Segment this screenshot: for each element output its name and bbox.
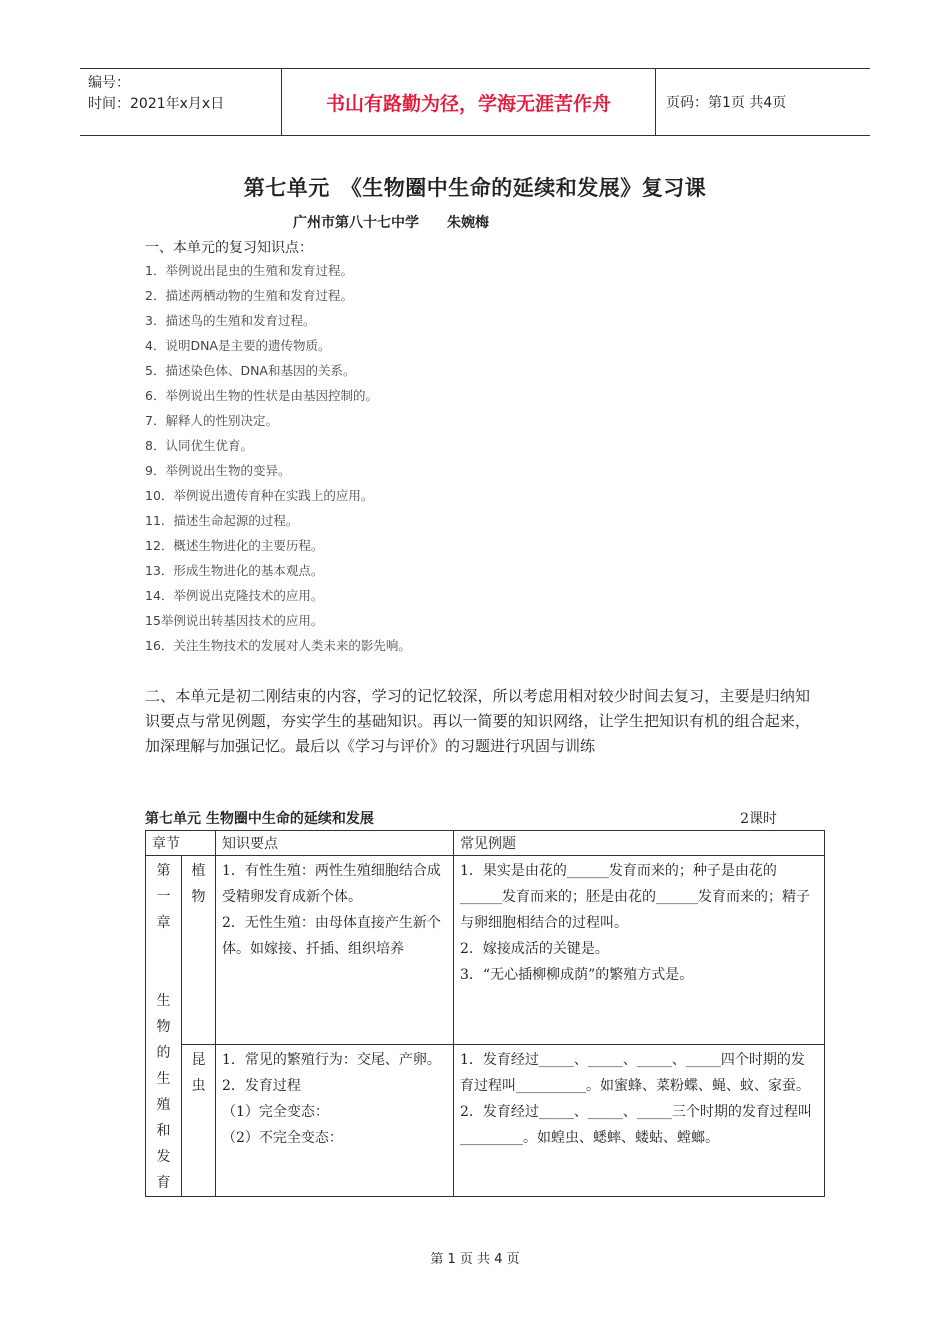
knowledge-line: 1．常见的繁殖行为：交尾、产卵。 bbox=[222, 1051, 441, 1068]
document-title: 第七单元 《生物圈中生命的延续和发展》复习课 bbox=[243, 176, 707, 200]
author-school: 广州市第八十七中学 bbox=[293, 215, 419, 231]
chapter-char: 第 bbox=[156, 863, 171, 879]
subsection-insect bbox=[182, 1044, 216, 1196]
header-knowledge: 知识要点 bbox=[216, 831, 454, 856]
list-item: 5．描述染色体、DNA和基因的关系。 bbox=[145, 363, 356, 378]
page-footer: 第 1 页 共 4 页 bbox=[430, 1252, 520, 1267]
list-item: 8．认同优生优育。 bbox=[145, 438, 253, 453]
example-cell bbox=[454, 1044, 825, 1196]
list-item: 6．举例说出生物的性状是由基因控制的。 bbox=[145, 388, 378, 403]
number-label: 编号： bbox=[88, 75, 130, 91]
example-cell bbox=[454, 856, 825, 1045]
knowledge-line: （2）不完全变态： bbox=[222, 1129, 343, 1146]
header-examples: 常见例题 bbox=[454, 831, 825, 856]
list-item: 4．说明DNA是主要的遗传物质。 bbox=[145, 338, 331, 353]
knowledge-cell bbox=[216, 856, 454, 1045]
list-item: 14．举例说出克隆技术的应用。 bbox=[145, 588, 324, 603]
sub-char: 物 bbox=[191, 889, 206, 905]
subsection-plant bbox=[182, 856, 216, 1045]
example-line: 2．发育经过_____、_____、_____三个时期的发育过程叫_________。如蝗虫、蟋蟀、蝼蛄、螳螂。 bbox=[460, 1103, 812, 1146]
table-caption-hours: 2课时 bbox=[740, 811, 777, 827]
table-row bbox=[146, 856, 825, 1045]
knowledge-points-list bbox=[145, 262, 411, 662]
knowledge-line: 2．无性生殖：由母体直接产生新个体。如嫁接、扦插、组织培养 bbox=[222, 915, 441, 957]
list-item: 16．关注生物技术的发展对人类未来的影先响。 bbox=[145, 638, 411, 653]
knowledge-line: （1）完全变态： bbox=[222, 1103, 329, 1120]
header-motto: 书山有路勤为径，学海无涯苦作舟 bbox=[282, 69, 656, 135]
chapter-char: 的 bbox=[156, 1045, 171, 1061]
chapter-char: 育 bbox=[156, 1175, 171, 1191]
chapter-char: 一 bbox=[156, 889, 171, 905]
list-item: 3．描述鸟的生殖和发育过程。 bbox=[145, 313, 316, 328]
chapter-char: 章 bbox=[156, 915, 171, 931]
review-table bbox=[145, 830, 825, 1197]
author-line bbox=[293, 212, 517, 232]
chapter-char: 生 bbox=[156, 993, 171, 1009]
list-item: 10．举例说出遗传育种在实践上的应用。 bbox=[145, 488, 374, 503]
table-header-row bbox=[146, 831, 825, 856]
table-caption-title: 第七单元 生物圈中生命的延续和发展 bbox=[145, 811, 374, 827]
sub-char: 植 bbox=[191, 863, 206, 879]
sub-char: 虫 bbox=[191, 1077, 206, 1094]
chapter-gap bbox=[146, 936, 181, 962]
list-item: 2．描述两栖动物的生殖和发育过程。 bbox=[145, 288, 353, 303]
knowledge-line: 1．有性生殖：两性生殖细胞结合成受精卵发育成新个体。 bbox=[222, 863, 441, 905]
chapter-gap bbox=[146, 962, 181, 988]
list-item: 11．描述生命起源的过程。 bbox=[145, 513, 299, 528]
table-row bbox=[146, 1044, 825, 1196]
header-meta bbox=[80, 69, 282, 135]
table-caption bbox=[145, 808, 825, 828]
list-item: 15举例说出转基因技术的应用。 bbox=[145, 613, 324, 628]
example-line: 1．果实是由花的______发育而来的；种子是由花的______发育而来的；胚是由花的______发育而来的；精子与卵细胞相结合的过程叫。 bbox=[460, 863, 810, 931]
list-item: 9．举例说出生物的变异。 bbox=[145, 463, 291, 478]
list-item: 7．解释人的性别决定。 bbox=[145, 413, 278, 428]
chapter-char: 生 bbox=[156, 1071, 171, 1087]
date-label: 时间：2021年x月x日 bbox=[88, 96, 225, 112]
header-page-info: 页码：第1页 共4页 bbox=[666, 95, 787, 111]
author-name: 朱婉梅 bbox=[447, 215, 489, 231]
header-chapter: 章节 bbox=[146, 831, 216, 856]
list-item: 13．形成生物进化的基本观点。 bbox=[145, 563, 324, 578]
example-line: 3．“无心插柳柳成荫”的繁殖方式是。 bbox=[460, 967, 694, 983]
chapter-char: 殖 bbox=[156, 1097, 171, 1113]
list-item: 1．举例说出昆虫的生殖和发育过程。 bbox=[145, 263, 353, 278]
example-line: 2．嫁接成活的关键是。 bbox=[460, 941, 609, 957]
sub-char: 昆 bbox=[191, 1051, 206, 1068]
chapter-char: 发 bbox=[156, 1149, 171, 1165]
chapter-char: 物 bbox=[156, 1019, 171, 1035]
chapter-cell bbox=[146, 856, 182, 1197]
section2-paragraph: 二、本单元是初二刚结束的内容，学习的记忆较深，所以考虑用相对较少时间去复习，主要是归纳知识要点与常见例题，夯实学生的基础知识。再以一简要的知识网络，让学生把知识有机的组合起来，加深理解与加强记忆。最后以《学习与评价》的习题进行巩固与训练 bbox=[145, 687, 810, 755]
list-item: 12．概述生物进化的主要历程。 bbox=[145, 538, 324, 553]
chapter-char: 和 bbox=[156, 1123, 171, 1139]
knowledge-cell bbox=[216, 1044, 454, 1196]
example-line: 1．发育经过_____、_____、_____、_____四个时期的发育过程叫__________。如蜜蜂、菜粉蝶、蝇、蚊、家蚕。 bbox=[460, 1051, 810, 1094]
section1-heading: 一、本单元的复习知识点： bbox=[145, 240, 313, 256]
knowledge-line: 2．发育过程 bbox=[222, 1077, 301, 1094]
page-header bbox=[80, 68, 870, 136]
